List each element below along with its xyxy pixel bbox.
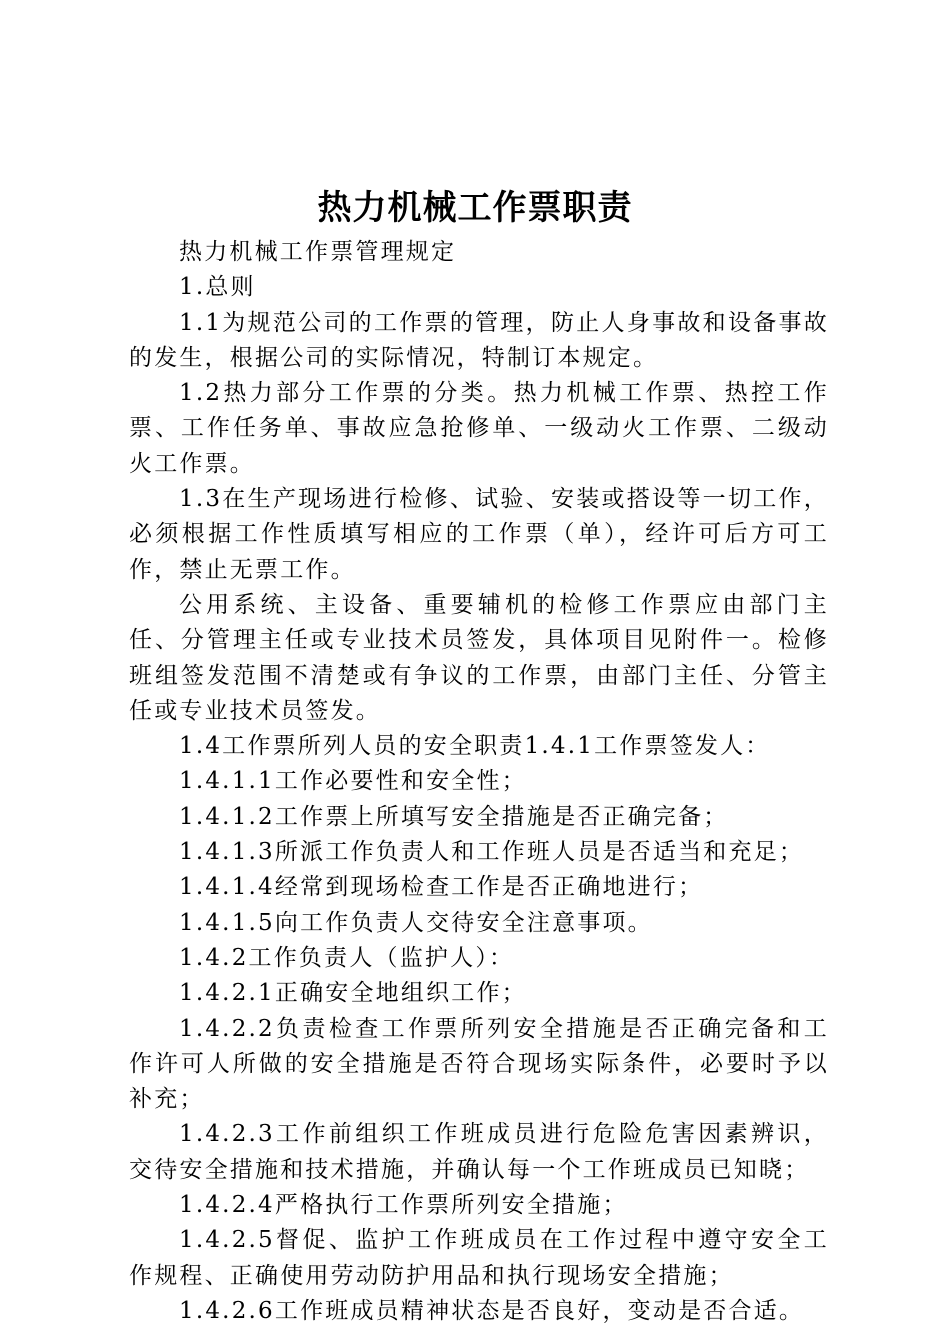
document-title: 热力机械工作票职责 [317, 188, 633, 228]
paragraph-1-4-2-5: 1.4.2.5督促、监护工作班成员在工作过程中遵守安全工作规程、正确使用劳动防护用品和执行现场安全措施； [129, 1227, 829, 1289]
paragraph-1-2: 1.2热力部分工作票的分类。热力机械工作票、热控工作票、工作任务单、事故应急抢修单、一级动火工作票、二级动火工作票。 [129, 380, 829, 477]
paragraph-1-4-2-6: 1.4.2.6工作班成员精神状态是否良好，变动是否合适。 [179, 1297, 805, 1324]
paragraph-1-1: 1.1为规范公司的工作票的管理，防止人身事故和设备事故的发生，根据公司的实际情况，特制订本规定。 [129, 309, 829, 371]
paragraph-1-4-1-3: 1.4.1.3所派工作负责人和工作班人员是否适当和充足； [179, 839, 805, 866]
paragraph-1-4-2-1: 1.4.2.1正确安全地组织工作； [179, 980, 527, 1007]
paragraph-1-4-2-2: 1.4.2.2负责检查工作票所列安全措施是否正确完备和工作许可人所做的安全措施是否符合现场实际条件，必要时予以补充； [129, 1015, 829, 1113]
paragraph-1-4-2-3: 1.4.2.3工作前组织工作班成员进行危险危害因素辨识，交待安全措施和技术措施，并确认每一个工作班成员已知晓； [129, 1121, 829, 1183]
paragraph-1-4-2-4: 1.4.2.4严格执行工作票所列安全措施； [179, 1192, 628, 1219]
paragraph-signing-scope: 公用系统、主设备、重要辅机的检修工作票应由部门主任、分管理主任或专业技术员签发，具体项目见附件一。检修班组签发范围不清楚或有争议的工作票，由部门主任、分管主任或专业技术员签发。 [129, 591, 829, 724]
paragraph-1-4-2: 1.4.2工作负责人（监护人）： [179, 944, 515, 971]
paragraph-regulation-title: 热力机械工作票管理规定 [179, 239, 457, 265]
paragraph-1-4-1-2: 1.4.1.2工作票上所填写安全措施是否正确完备； [179, 803, 729, 830]
paragraph-1-4-1-4: 1.4.1.4经常到现场检查工作是否正确地进行； [179, 874, 704, 901]
paragraph-general: 1.总则 [179, 274, 256, 301]
paragraph-1-3: 1.3在生产现场进行检修、试验、安装或搭设等一切工作，必须根据工作性质填写相应的工作票（单），经许可后方可工作，禁止无票工作。 [129, 486, 829, 583]
document-body [129, 235, 829, 1329]
paragraph-1-4-1-5: 1.4.1.5向工作负责人交待安全注意事项。 [179, 909, 653, 936]
paragraph-1-4-1-1: 1.4.1.1工作必要性和安全性； [179, 768, 527, 795]
paragraph-1-4: 1.4工作票所列人员的安全职责1.4.1工作票签发人： [179, 733, 771, 760]
